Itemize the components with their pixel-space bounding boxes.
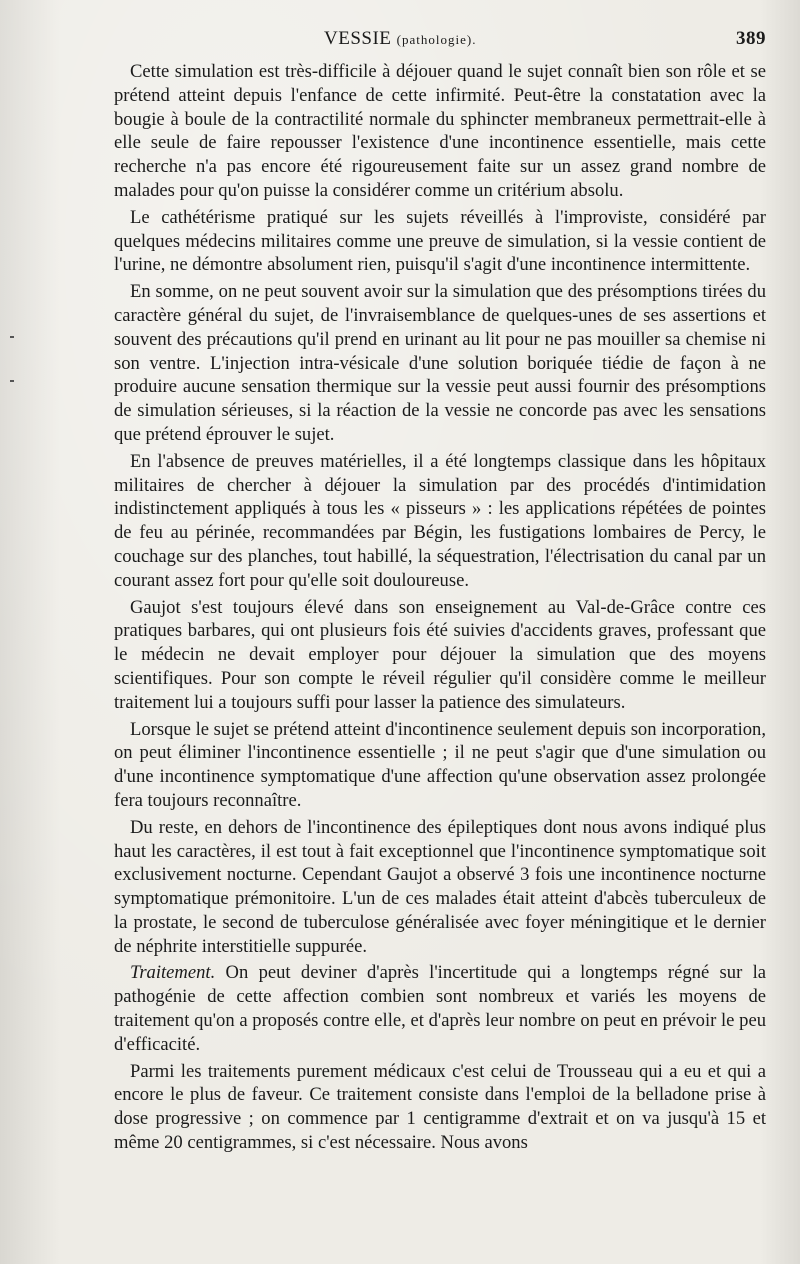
margin-mark — [10, 380, 14, 382]
paragraph-4: En l'absence de preuves matérielles, il a été longtemps classique dans les hôpitaux militaires de chercher à déjouer la simulation par des procédés d'intimidation indistinctement appliqués à tous les « pisseurs » : les applications répétées de pointes de feu au périnée, recommandées par Bégin, les fustigations lombaires de Percy, le couchage sur des planches, tout habillé, la séquestration, l'électrisation du canal par un courant assez fort pour qu'elle soit douloureuse. — [114, 450, 766, 591]
paragraph-5: Gaujot s'est toujours élevé dans son enseignement au Val-de-Grâce contre ces pratiques barbares, qui ont plusieurs fois été suivies d'accidents graves, professant que le médecin ne devait employer pour déjouer la simulation que des moyens scientifiques. Pour son compte le réveil régulier qu'il considère comme le meilleur traitement lui a toujours suffi pour lasser la patience des simulateurs. — [114, 596, 766, 713]
paragraph-3: En somme, on ne peut souvent avoir sur la simulation que des présomptions tirées du caractère général du sujet, de l'invraisemblance de quelques-unes de ses assertions et souvent des précautions qu'il prend en urinant au lit pour ne pas mouiller sa chemise ni son ventre. L'injection intra-vésicale d'une solution boriquée tiédie de façon à ne produire aucune sensation thermique sur la vessie peut aussi fournir des présomptions de simulation sérieuses, si la réaction de la vessie ne concorde pas avec les sensations que prétend éprouver le sujet. — [114, 281, 766, 445]
body-text — [114, 60, 766, 1155]
paragraph-2: Le cathétérisme pratiqué sur les sujets réveillés à l'improviste, considéré par quelques médecins militaires comme une preuve de simulation, si la vessie contient de l'urine, ne démontre absolument rien, puisqu'il s'agit d'une incontinence intermittente. — [114, 206, 766, 276]
running-title-main: VESSIE — [324, 28, 392, 49]
paragraph-8 — [114, 961, 766, 1056]
running-title — [324, 28, 476, 50]
paragraph-6: Lorsque le sujet se prétend atteint d'incontinence seulement depuis son incorporation, on peut éliminer l'incontinence essentielle ; il ne peut s'agir que d'une simulation ou d'une incontinence symptomatique d'une affection qu'une observation assez prolongée fera toujours reconnaître. — [114, 718, 766, 811]
section-heading-traitement: Traitement. — [130, 962, 216, 984]
paragraph-8-text: On peut deviner d'après l'incertitude qui a longtemps régné sur la pathogénie de cette affection combien sont nombreux et variés les moyens de traitement qu'on a proposés contre elle, et d'après leur nombre on peut en prévoir le peu d'efficacité. — [114, 962, 766, 1055]
paragraph-9: Parmi les traitements purement médicaux c'est celui de Trousseau qui a eu et qui a encore le plus de faveur. Ce traitement consiste dans l'emploi de la belladone prise à dose progressive ; on commence par 1 centigramme d'extrait et on va jusqu'à 15 et même 20 centigrammes, si c'est nécessaire. Nous avons — [114, 1060, 766, 1154]
paragraph-7: Du reste, en dehors de l'incontinence des épileptiques dont nous avons indiqué plus haut les caractères, il est tout à fait exceptionnel que l'incontinence symptomatique soit exclusivement nocturne. Cependant Gaujot a observé 3 fois une incontinence nocturne symptomatique prémonitoire. L'un de ces malades était atteint d'abcès tuberculeux de la prostate, le second de tuberculose généralisée avec foyer méningitique et le dernier de néphrite interstitielle suppurée. — [114, 816, 766, 957]
page-header — [114, 28, 766, 52]
page-number: 389 — [736, 28, 766, 49]
running-title-subtitle: (pathologie). — [396, 32, 477, 47]
paragraph-1: Cette simulation est très-difficile à déjouer quand le sujet connaît bien son rôle et se prétend atteint depuis l'enfance de cette infirmité. Peut-être la constatation avec la bougie à boule de la contractilité normale du sphincter membraneux permettrait-elle à elle seule de faire repousser l'existence d'une incontinence essentielle, mais cette recherche n'a pas encore été rigoureusement faite sur un assez grand nombre de malades pour qu'on puisse la considérer comme un critérium absolu. — [114, 61, 766, 201]
margin-mark — [10, 336, 14, 338]
